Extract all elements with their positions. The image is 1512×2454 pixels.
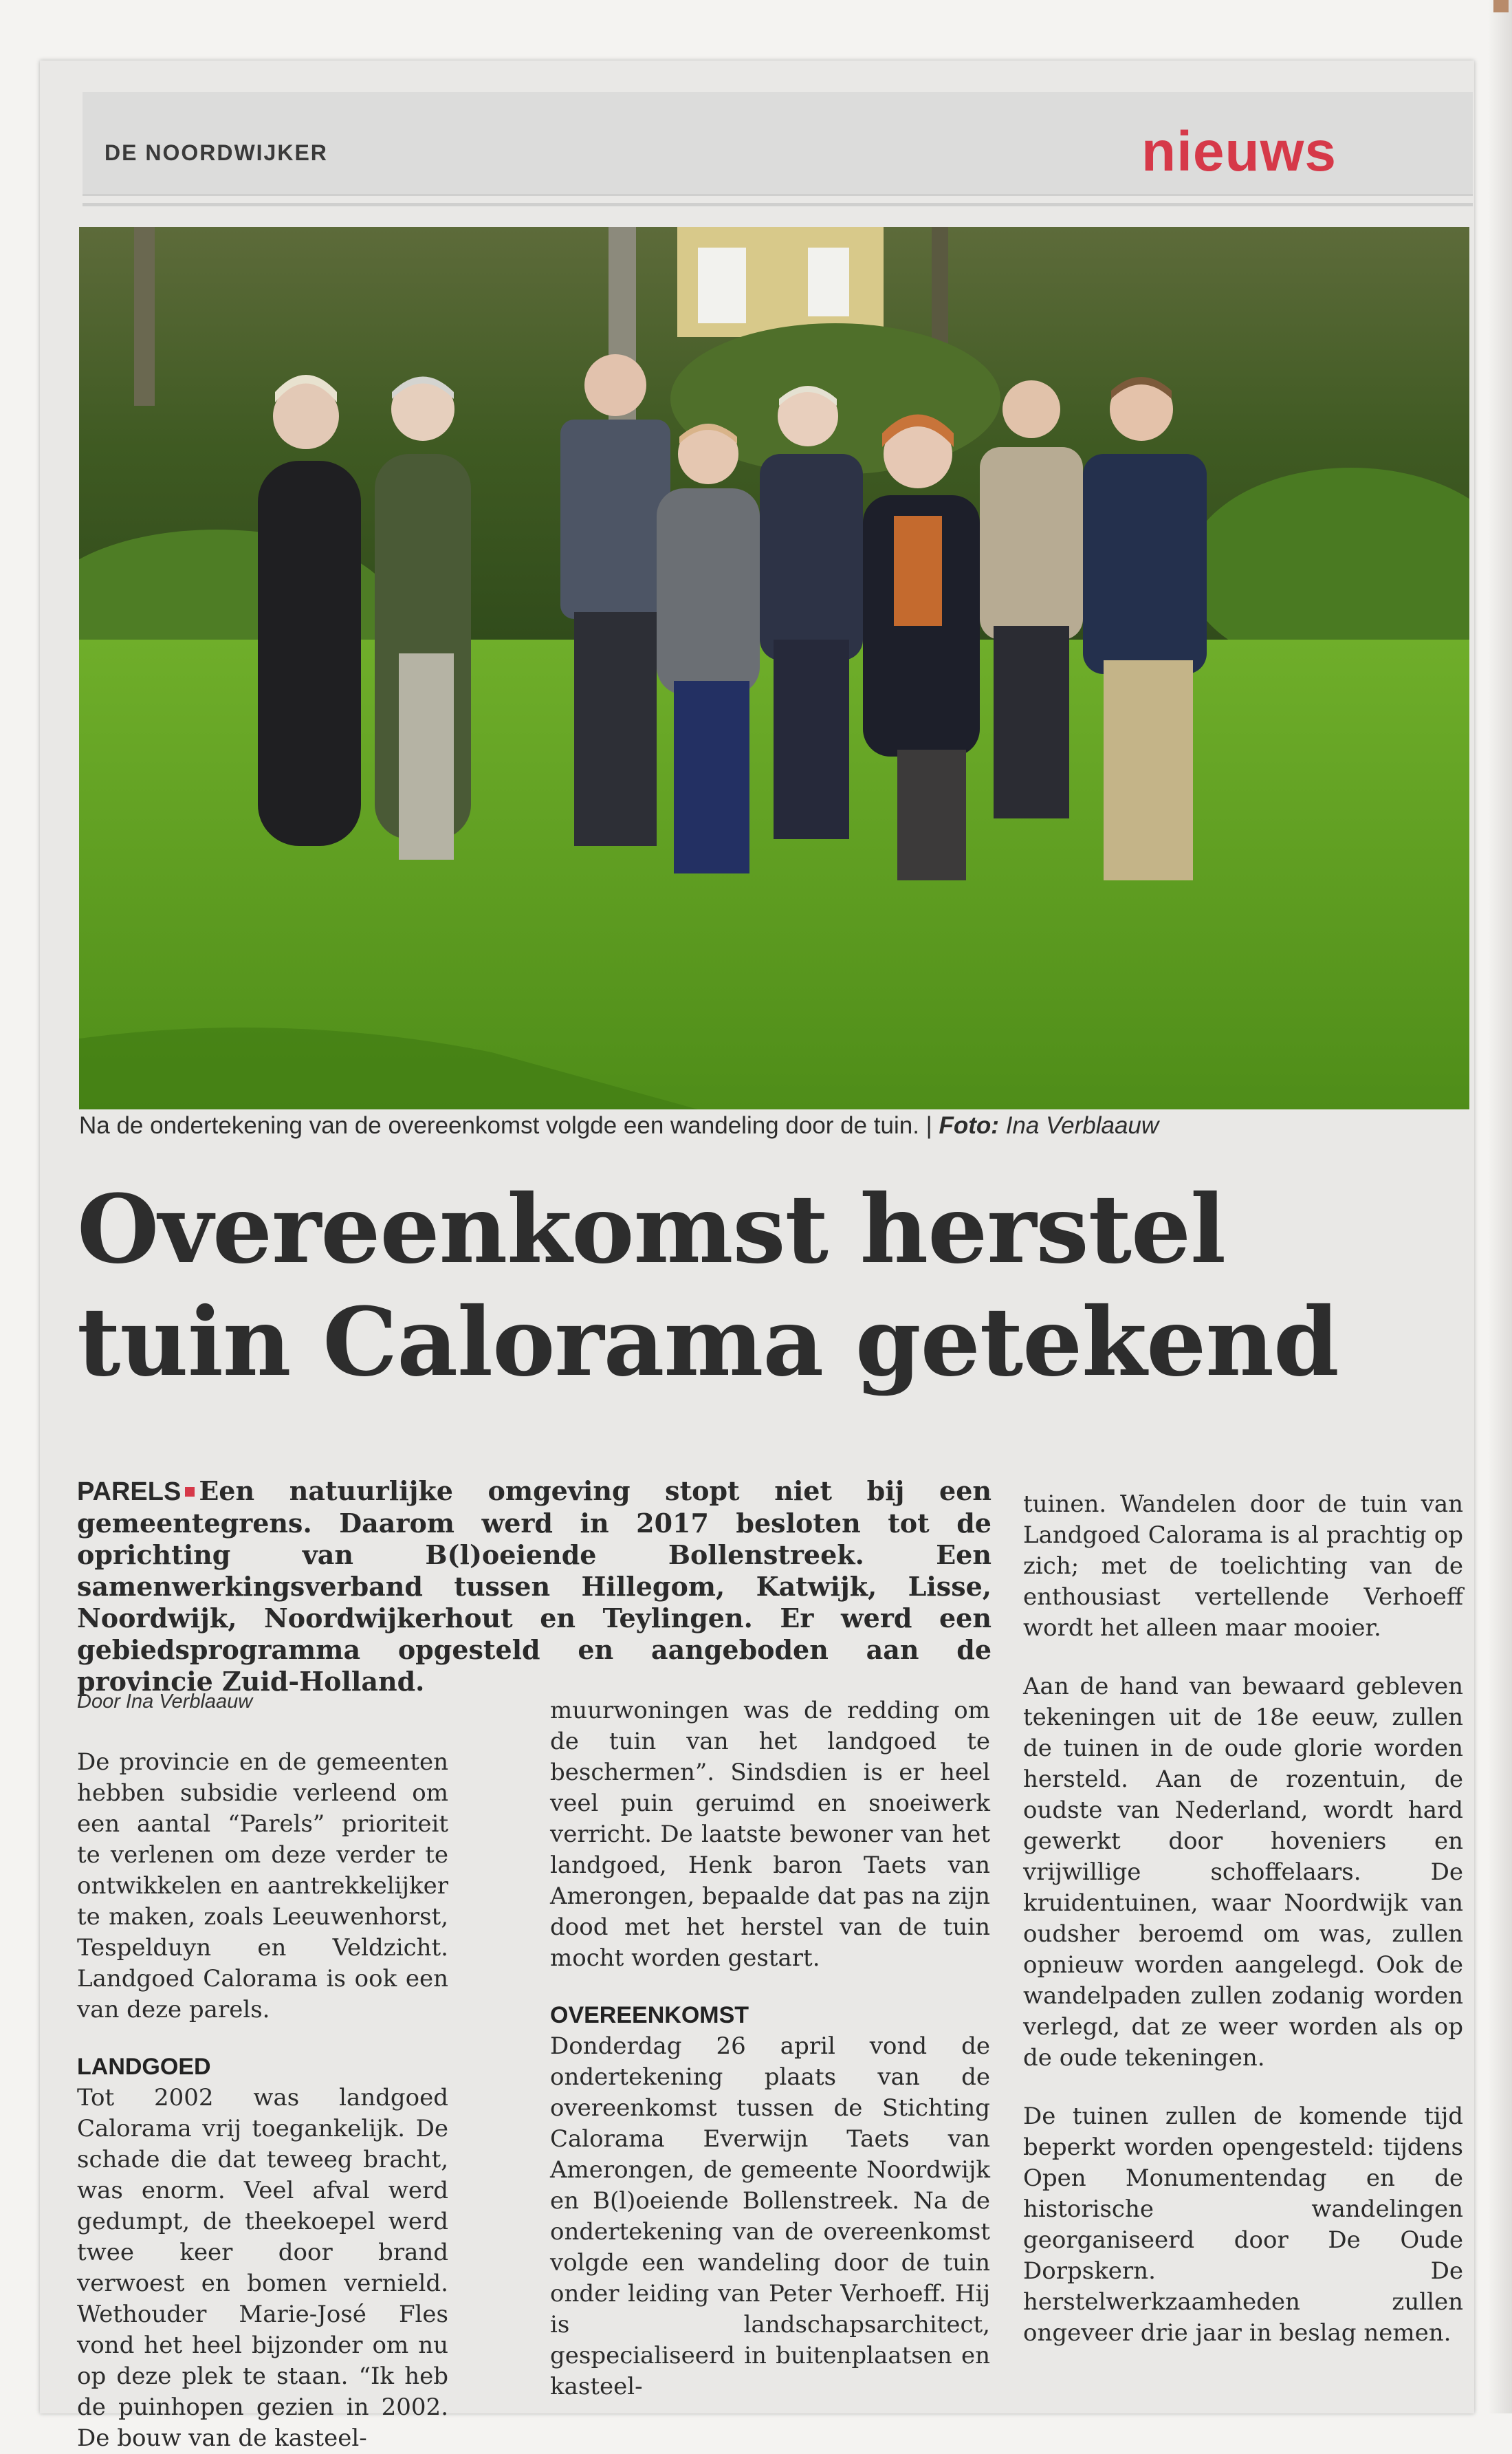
photo-credit-label: Foto: xyxy=(939,1112,999,1139)
corner-mark xyxy=(1493,0,1509,12)
tree-trunk xyxy=(134,227,155,406)
subheading-landgoed: LANDGOED xyxy=(77,2054,211,2080)
article-intro xyxy=(77,1475,991,1697)
house-window xyxy=(698,248,746,323)
article-column-1 xyxy=(77,1747,448,2454)
photo-credit-name: Ina Verblaauw xyxy=(1005,1112,1159,1139)
person xyxy=(560,354,670,846)
paragraph: De provincie en de gemeenten hebben subsidie verleend om een aantal “Parels” prioriteit te verlenen om deze verder te ontwikkelen en aantrekkelijker te maken, zoals Leeuwenhorst, Tespelduyn en Veldzicht. Landgoed Calorama is ook een van deze parels. xyxy=(77,1748,448,2023)
kicker-square-icon xyxy=(185,1487,195,1497)
paragraph: Tot 2002 was landgoed Calorama vrij toegankelijk. De schade die dat teweeg bracht, was enorm. Veel afval werd gedumpt, de theekoepel werd twee keer door brand verwoest en bomen vernield. Wethouder Marie-José Fles vond het heel bijzonder om nu op deze plek te staan. “Ik heb de puinhopen gezien in 2002. De bouw van de kasteel- xyxy=(77,2084,448,2452)
intro-text: Een natuurlijke omgeving stopt niet bij een gemeentegrens. Daarom werd in 2017 besloten tot de oprichting van B(l)oeiende Bollenstreek. Een samenwerkingsverband tussen Hillegom, Katwijk, Lisse, Noordwijk, Noordwijkerhout en Teylingen. Er werd een gebiedsprogramma opgesteld en aangeboden aan de provincie Zuid-Holland. xyxy=(77,1475,991,1697)
group-photo-illustration xyxy=(79,227,1469,1109)
headline-line-1: Overeenkomst herstel xyxy=(77,1174,1226,1285)
page-edge xyxy=(1488,0,1512,2413)
paragraph: Donderdag 26 april vond de ondertekening plaats van de overeenkomst tussen de Stichting Calorama Everwijn Taets van Amerongen, de gemeente Noordwijk en B(l)oeiende Bollenstreek. Na de ondertekening van de overeenkomst volgde een wandeling door de tuin onder leiding van Peter Verhoeff. Hij is landschapsarchitect, gespecialiseerd in buitenplaatsen en kasteel- xyxy=(550,2032,990,2400)
article-column-2 xyxy=(550,1695,990,2402)
article-kicker: PARELS xyxy=(77,1477,182,1506)
section-label: nieuws xyxy=(1141,120,1337,183)
article-photo xyxy=(79,227,1469,1109)
newspaper-name: DE NOORDWIJKER xyxy=(105,140,328,165)
article-column-3 xyxy=(1023,1489,1463,2349)
photo-caption xyxy=(79,1112,1475,1140)
paragraph-gap xyxy=(1023,2074,1463,2101)
paragraph: tuinen. Wandelen door de tuin van Landgoed Calorama is al prachtig op zich; met de toelichting van de enthousiast vertellende Verhoeff wordt het alleen maar mooier. xyxy=(1023,1490,1463,1642)
paragraph-gap xyxy=(1023,1644,1463,1671)
article-headline xyxy=(77,1173,1473,1399)
header-divider xyxy=(83,203,1473,206)
paragraph: De tuinen zullen de komende tijd beperkt worden opengesteld: tijdens Open Monumentendag en de historische wandelingen georganiseerd door De Oude Dorpskern. De herstelwerkzaamheden zullen ongeveer drie jaar in beslag nemen. xyxy=(1023,2103,1463,2347)
house-window xyxy=(808,248,849,316)
headline-line-2: tuin Calorama getekend xyxy=(77,1287,1339,1398)
article-byline: Door Ina Verblaauw xyxy=(77,1691,253,1713)
caption-text: Na de ondertekening van de overeenkomst volgde een wandeling door de tuin. | xyxy=(79,1112,939,1139)
paragraph: Aan de hand van bewaard gebleven tekeningen uit de 18e eeuw, zullen de tuinen in de oude glorie worden hersteld. Aan de rozentuin, de oudste van Nederland, wordt hard gewerkt door hoveniers en vrijwillige schoffelaars. De kruidentuinen, waar Noordwijk van oudsher beroemd om was, zullen opnieuw worden aangelegd. Ook de wandelpaden zullen zodanig worden verlegd, dat ze weer worden als op de oude tekeningen. xyxy=(1023,1673,1463,2072)
subheading-overeenkomst: OVEREENKOMST xyxy=(550,2002,749,2028)
paragraph: muurwoningen was de redding om de tuin van het landgoed te beschermen”. Sindsdien is er heel veel puin geruimd en snoeiwerk verricht. De laatste bewoner van het landgoed, Henk baron Taets van Amerongen, bepaalde dat pas na zijn dood met het herstel van de tuin mocht worden gestart. xyxy=(550,1697,990,1972)
